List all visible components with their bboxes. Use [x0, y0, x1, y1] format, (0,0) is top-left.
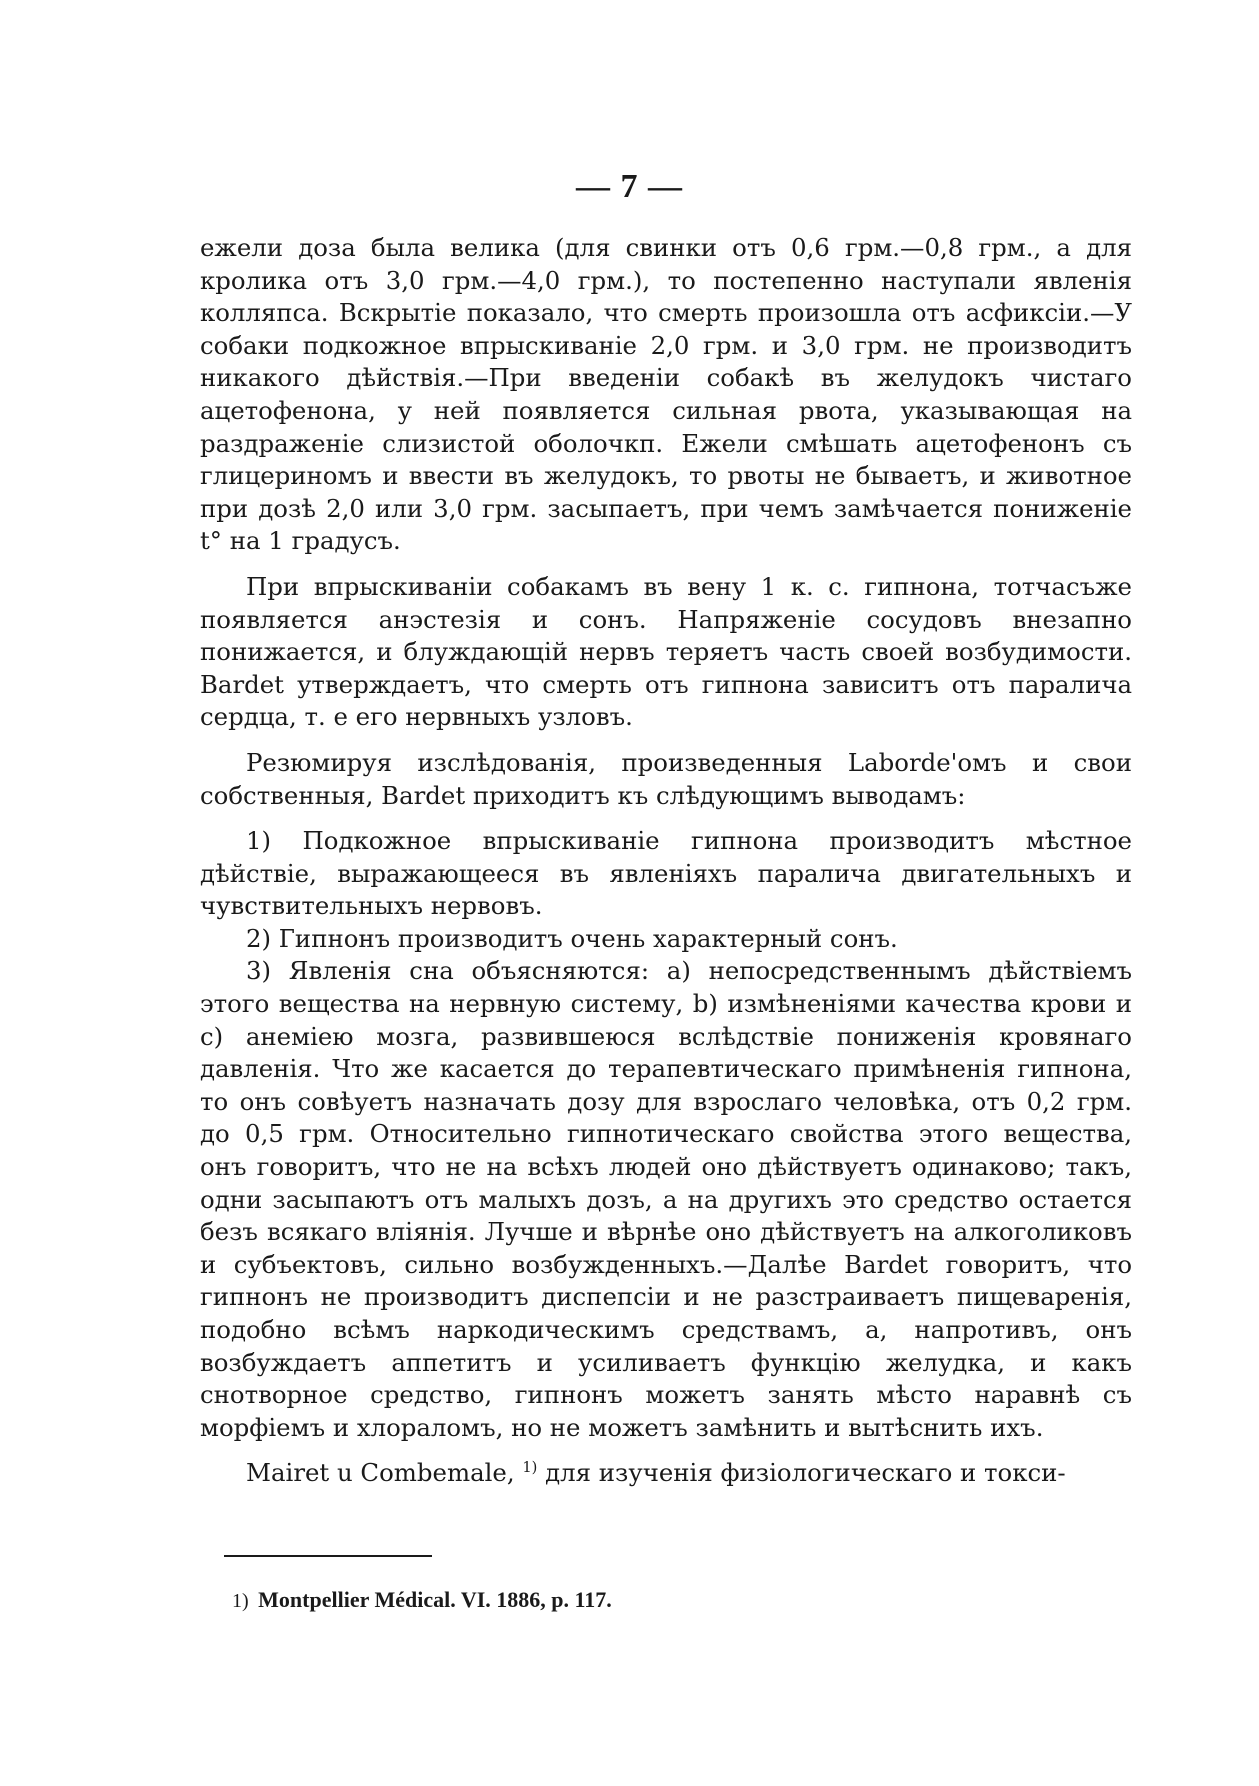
conclusion-2: 2) Гипнонъ производитъ очень характерный сонъ.	[246, 923, 898, 953]
paragraph-2: При впрыскиваніи собакамъ въ вену 1 к. с. гипнона, тотчасъже появляется анэстезія и сонъ. Напряженіе сосудовъ внезапно понижается, и блуждающій нервъ теряетъ часть своей возбудимости. Bardet утверждаетъ, что смерть отъ гипнона зависитъ отъ паралича сердца, т. е его нервныхъ узловъ.	[200, 571, 1132, 732]
footnote-mark: 1)	[232, 1590, 249, 1612]
conclusion-3: 3) Явленія сна объясняются: a) непосредственнымъ дѣйствіемъ этого вещества на нервную систему, b) измѣненіями качества крови и c) анеміею мозга, развившеюся вслѣдствіе пониженія кровянаго давленія. Что же касается до терапевтическаго примѣненія гипнона, то онъ совѣуетъ назначать дозу для взрослаго человѣка, отъ 0,2 грм. до 0,5 грм. Относительно гипнотическаго свойства этого вещества, онъ говоритъ, что не на всѣхъ людей оно дѣйствуетъ одинаково; такъ, одни засыпаютъ отъ малыхъ дозъ, а на другихъ это средство остается безъ всякаго вліянія. Лучше и вѣрнѣе оно дѣйствуетъ на алкоголиковъ и субъектовъ, сильно возбужденныхъ.—Далѣе Bardet говоритъ, что гипнонъ не производитъ диспепсіи и не разстраиваетъ пищеваренія, подобно всѣмъ наркодическимъ средствамъ, а, напротивъ, онъ возбуждаетъ аппетитъ и усиливаетъ функцію желудка, и какъ снотворное средство, гипнонъ можетъ занять мѣсто наравнѣ съ морфіемъ и хлораломъ, но не можетъ замѣнить и вытѣснить ихъ.	[200, 956, 1132, 1442]
paragraph-last	[200, 1457, 1132, 1490]
last-paragraph-start: Mairet u Combemale,	[246, 1458, 515, 1488]
paragraph-1: ежели доза была велика (для свинки отъ 0,6 грм.—0,8 грм., а для кролика отъ 3,0 грм.—4,0 грм.), то постепенно наступали явленія колляпса. Вскрытіе показало, что смерть произошла отъ асфиксіи.—У собаки подкожное впрыскиваніе 2,0 грм. и 3,0 грм. не производитъ никакого дѣйствія.—При введеніи собакѣ въ желудокъ чистаго ацетофенона, у ней появляется сильная рвота, указывающая на раздраженіе слизистой оболочкп. Ежели смѣшать ацетофенонъ съ глицериномъ и ввести въ желудокъ, то рвоты не бываетъ, и животное при дозѣ 2,0 или 3,0 грм. засыпаетъ, при чемъ замѣчается пониженіе t° на 1 градусъ.	[200, 233, 1132, 556]
page-body	[200, 232, 1132, 1490]
footnote-reference: 1)	[522, 1459, 538, 1477]
paragraph-3: Резюмируя изслѣдованія, произведенныя Laborde'омъ и свои собственныя, Bardet приходитъ къ слѣдующимъ выводамъ:	[200, 747, 1132, 810]
page-number: — 7 —	[576, 168, 683, 205]
footnote-source: Montpellier Médical. VI. 1886, p. 117.	[258, 1587, 612, 1612]
last-paragraph-end: для изученія физіологическаго и токси-	[537, 1458, 1066, 1488]
conclusion-1: 1) Подкожное впрыскиваніе гипнона производитъ мѣстное дѣйствіе, выражающееся въ явленіяхъ паралича двигательныхъ и чувствительныхъ нервовъ.	[200, 826, 1132, 921]
footnote	[232, 1586, 1032, 1615]
footnote-divider	[224, 1555, 432, 1557]
